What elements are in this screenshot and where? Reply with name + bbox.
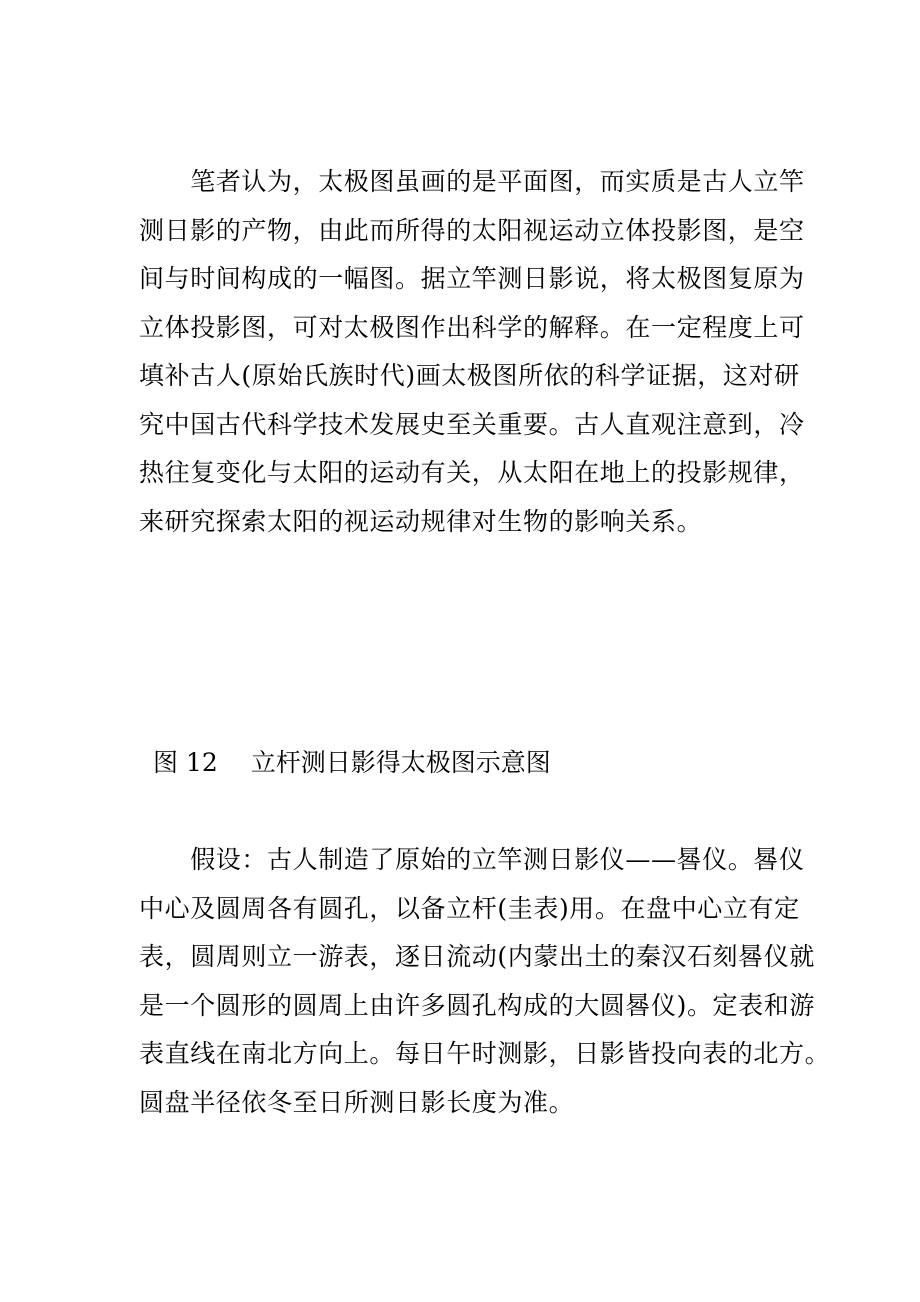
paragraph-line: 中心及圆周各有圆孔，以备立杆(圭表)用。在盘中心立有定: [139, 893, 800, 923]
paragraph-line: 间与时间构成的一幅图。据立竿测日影说，将太极图复原为: [139, 264, 805, 293]
paragraph-line: 表直线在南北方向上。每日午时测影，日影皆投向表的北方。: [139, 1039, 831, 1068]
body-paragraph-2: [139, 836, 831, 1127]
paragraph-line: 测日影的产物，由此而所得的太阳视运动立体投影图，是空: [139, 215, 805, 245]
paragraph-line: 表，圆周则立一游表，逐日流动(内蒙出土的秦汉石刻晷仪就: [139, 942, 815, 971]
paragraph-line: 立体投影图，可对太极图作出科学的解释。在一定程度上可: [139, 312, 805, 342]
paragraph-line: 来研究探索太阳的视运动规律对生物的影响关系。: [139, 506, 703, 536]
paragraph-line: 假设：古人制造了原始的立竿测日影仪——晷仪。晷仪: [139, 845, 805, 874]
paragraph-line: 笔者认为，太极图虽画的是平面图，而实质是古人立竿: [139, 167, 805, 196]
body-paragraph-1: [139, 158, 805, 546]
paragraph-line: 热往复变化与太阳的运动有关，从太阳在地上的投影规律，: [139, 458, 805, 487]
paragraph-line: 圆盘半径依冬至日所测日影长度为准。: [139, 1087, 575, 1117]
figure-caption: 图 12 立杆测日影得太极图示意图: [153, 748, 551, 777]
paragraph-line: 填补古人(原始氏族时代)画太极图所依的科学证据，这对研: [139, 361, 800, 390]
paragraph-line: 是一个圆形的圆周上由许多圆孔构成的大圆晷仪)。定表和游: [139, 990, 815, 1020]
paragraph-line: 究中国古代科学技术发展史至关重要。古人直观注意到，冷: [139, 409, 805, 439]
